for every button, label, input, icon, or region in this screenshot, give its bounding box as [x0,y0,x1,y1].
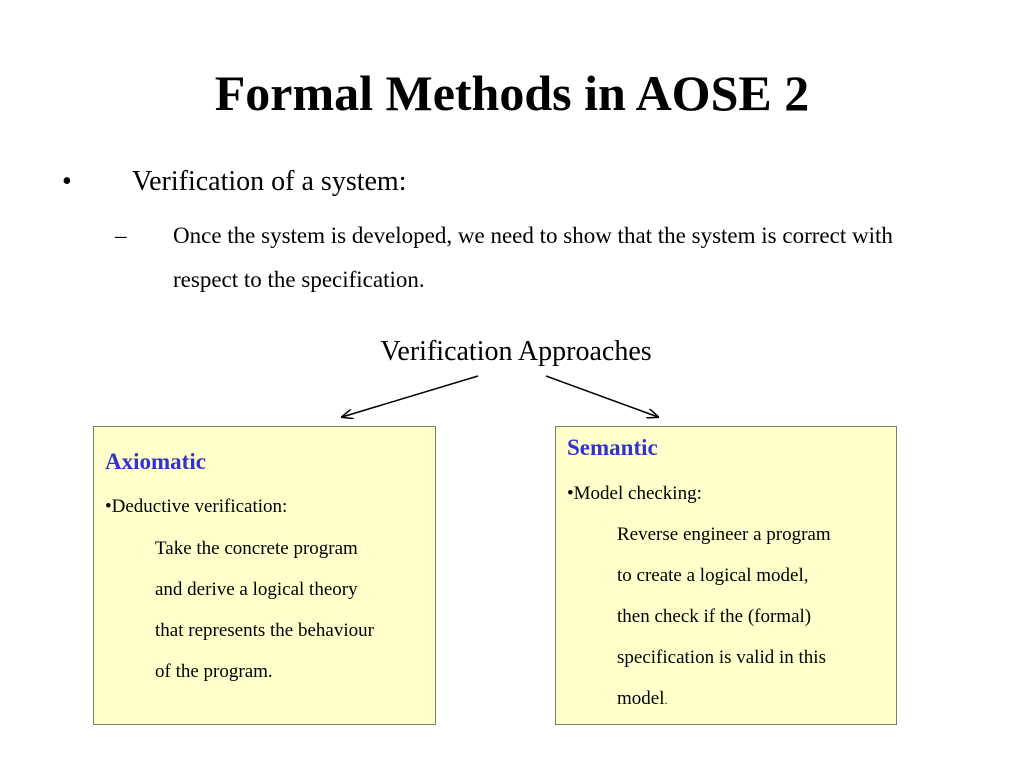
axiomatic-heading: Axiomatic [105,449,206,474]
bullet-mark: • [62,166,72,197]
semantic-line: model [617,688,665,709]
axiomatic-line: of the program. [155,661,273,682]
semantic-description [617,514,831,721]
slide-title: Formal Methods in AOSE 2 [214,65,810,121]
axiomatic-line: and derive a logical theory [155,579,358,600]
bullet-text: Verification of a system: [132,166,407,197]
axiomatic-line: Take the concrete program [155,538,358,559]
axiomatic-line: that represents the behaviour [155,620,374,641]
arrow-right [546,376,658,417]
semantic-line-last [617,678,831,721]
semantic-line: to create a logical model, [617,565,809,586]
axiomatic-box [93,426,436,725]
arrow-left [342,376,478,417]
semantic-line: then check if the (formal) [617,606,812,627]
axiomatic-point: •Deductive verification: [105,496,288,517]
semantic-line: specification is valid in this [617,647,826,668]
semantic-line: Reverse engineer a program [617,524,831,545]
semantic-heading: Semantic [567,435,658,460]
sub-bullet-mark: – [115,223,127,248]
semantic-box [555,426,897,725]
axiomatic-description [155,528,374,692]
semantic-point: •Model checking: [567,483,702,504]
sub-bullet-text: Once the system is developed, we need to show that the system is correct with respect to the specification. [173,223,893,292]
semantic-line-suffix: . [664,693,668,707]
approaches-label: Verification Approaches [380,336,652,367]
